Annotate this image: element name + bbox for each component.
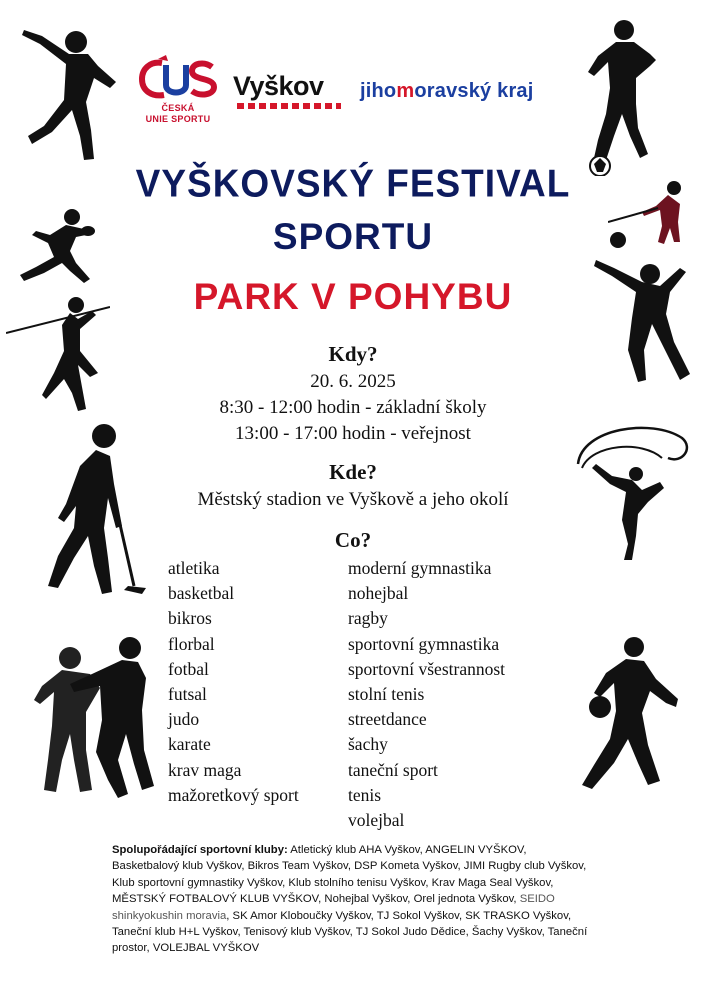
festival-title-line1: VYŠKOVSKÝ FESTIVAL xyxy=(135,161,571,205)
partner-club-seido: SEIDO shinkyokushin moravia xyxy=(112,893,555,922)
sports-list-left xyxy=(168,556,299,808)
sport-item: basketbal xyxy=(168,583,235,604)
jihomoravsky-kraj-logo xyxy=(360,80,580,108)
sport-item: ragby xyxy=(348,608,388,629)
partner-clubs-label: Spolupořádající sportovní kluby: xyxy=(112,844,288,856)
sport-item: stolní tenis xyxy=(348,684,425,705)
festival-title-line2: SPORTU xyxy=(272,216,434,257)
what-heading: Co? xyxy=(334,528,372,552)
festival-subtitle: PARK V POHYBU xyxy=(193,276,513,317)
vyskov-logo-stripes xyxy=(237,103,341,109)
sport-item: streetdance xyxy=(348,709,427,730)
football-player-icon xyxy=(586,18,662,176)
jmk-logo-part1: jiho xyxy=(360,80,397,102)
sport-item: taneční sport xyxy=(348,759,438,780)
sport-item: florbal xyxy=(168,633,215,654)
vyskov-logo-text: Vyškov xyxy=(233,71,324,101)
jmk-logo-accent: m xyxy=(396,80,415,102)
partner-clubs-text: Atletický klub AHA Vyškov, ANGELIN VYŠKOV, Basketbalový klub Vyškov, Bikros Team Vyškov, DSP Kometa Vyškov, JIMI Rugby club Vyškov, Klub sportovní gymnastiky Vyškov, Klub stolního tenisu Vyškov, Krav Maga Seal Vyškov, MĚSTSKÝ FOTBALOVÝ KLUB VYŠKOV, Nohejbal Vyškov, Orel jednota Vyškov, xyxy=(112,844,587,906)
discus-thrower-icon xyxy=(14,18,122,163)
where-heading: Kde? xyxy=(329,460,377,484)
time-slot-public: 13:00 - 17:00 hodin - veřejnost xyxy=(235,423,471,444)
sport-item: judo xyxy=(168,709,200,730)
sport-item: nohejbal xyxy=(348,583,409,604)
partner-clubs-text-continued: , SK Amor Kloboučky Vyškov, TJ Sokol Vyškov, SK TRASKO Vyškov, Taneční klub H+L Vyškov, Tenisový klub Vyškov, TJ Sokol Judo Dědice, Šachy Vyškov, Taneční prostor, VOLEJBAL VYŠKOV xyxy=(112,909,588,955)
cus-logo xyxy=(136,55,220,127)
sport-item: sportovní gymnastika xyxy=(348,633,500,654)
when-heading: Kdy? xyxy=(328,342,378,366)
sport-item: krav maga xyxy=(168,759,242,780)
judo-fighters-icon xyxy=(30,630,155,800)
sport-item: bikros xyxy=(168,608,212,629)
jmk-logo-part3: oravský kraj xyxy=(414,80,534,102)
sport-item: mažoretkový sport xyxy=(168,784,299,805)
cus-logo-line2: UNIE SPORTU xyxy=(145,114,211,124)
time-slot-schools: 8:30 - 12:00 hodin - základní školy xyxy=(219,397,487,418)
sports-list-right xyxy=(348,556,505,833)
cus-logo-line1: ČESKÁ xyxy=(161,103,195,113)
sport-item: šachy xyxy=(348,734,388,755)
sport-item: fotbal xyxy=(168,658,209,679)
sport-item: moderní gymnastika xyxy=(348,558,492,578)
sport-item: futsal xyxy=(168,684,207,705)
sport-item: karate xyxy=(168,734,211,755)
vyskov-logo xyxy=(233,72,347,112)
event-date: 20. 6. 2025 xyxy=(310,371,396,392)
sport-item: volejbal xyxy=(348,810,405,831)
partner-clubs-paragraph xyxy=(112,842,596,957)
cus-emblem-icon xyxy=(136,55,220,101)
event-place: Městský stadion ve Vyškově a jeho okolí xyxy=(197,489,509,510)
basketball-player-icon xyxy=(576,635,688,790)
sport-item: atletika xyxy=(168,558,220,578)
sport-item: sportovní všestrannost xyxy=(348,658,506,679)
sport-item: tenis xyxy=(348,784,382,805)
